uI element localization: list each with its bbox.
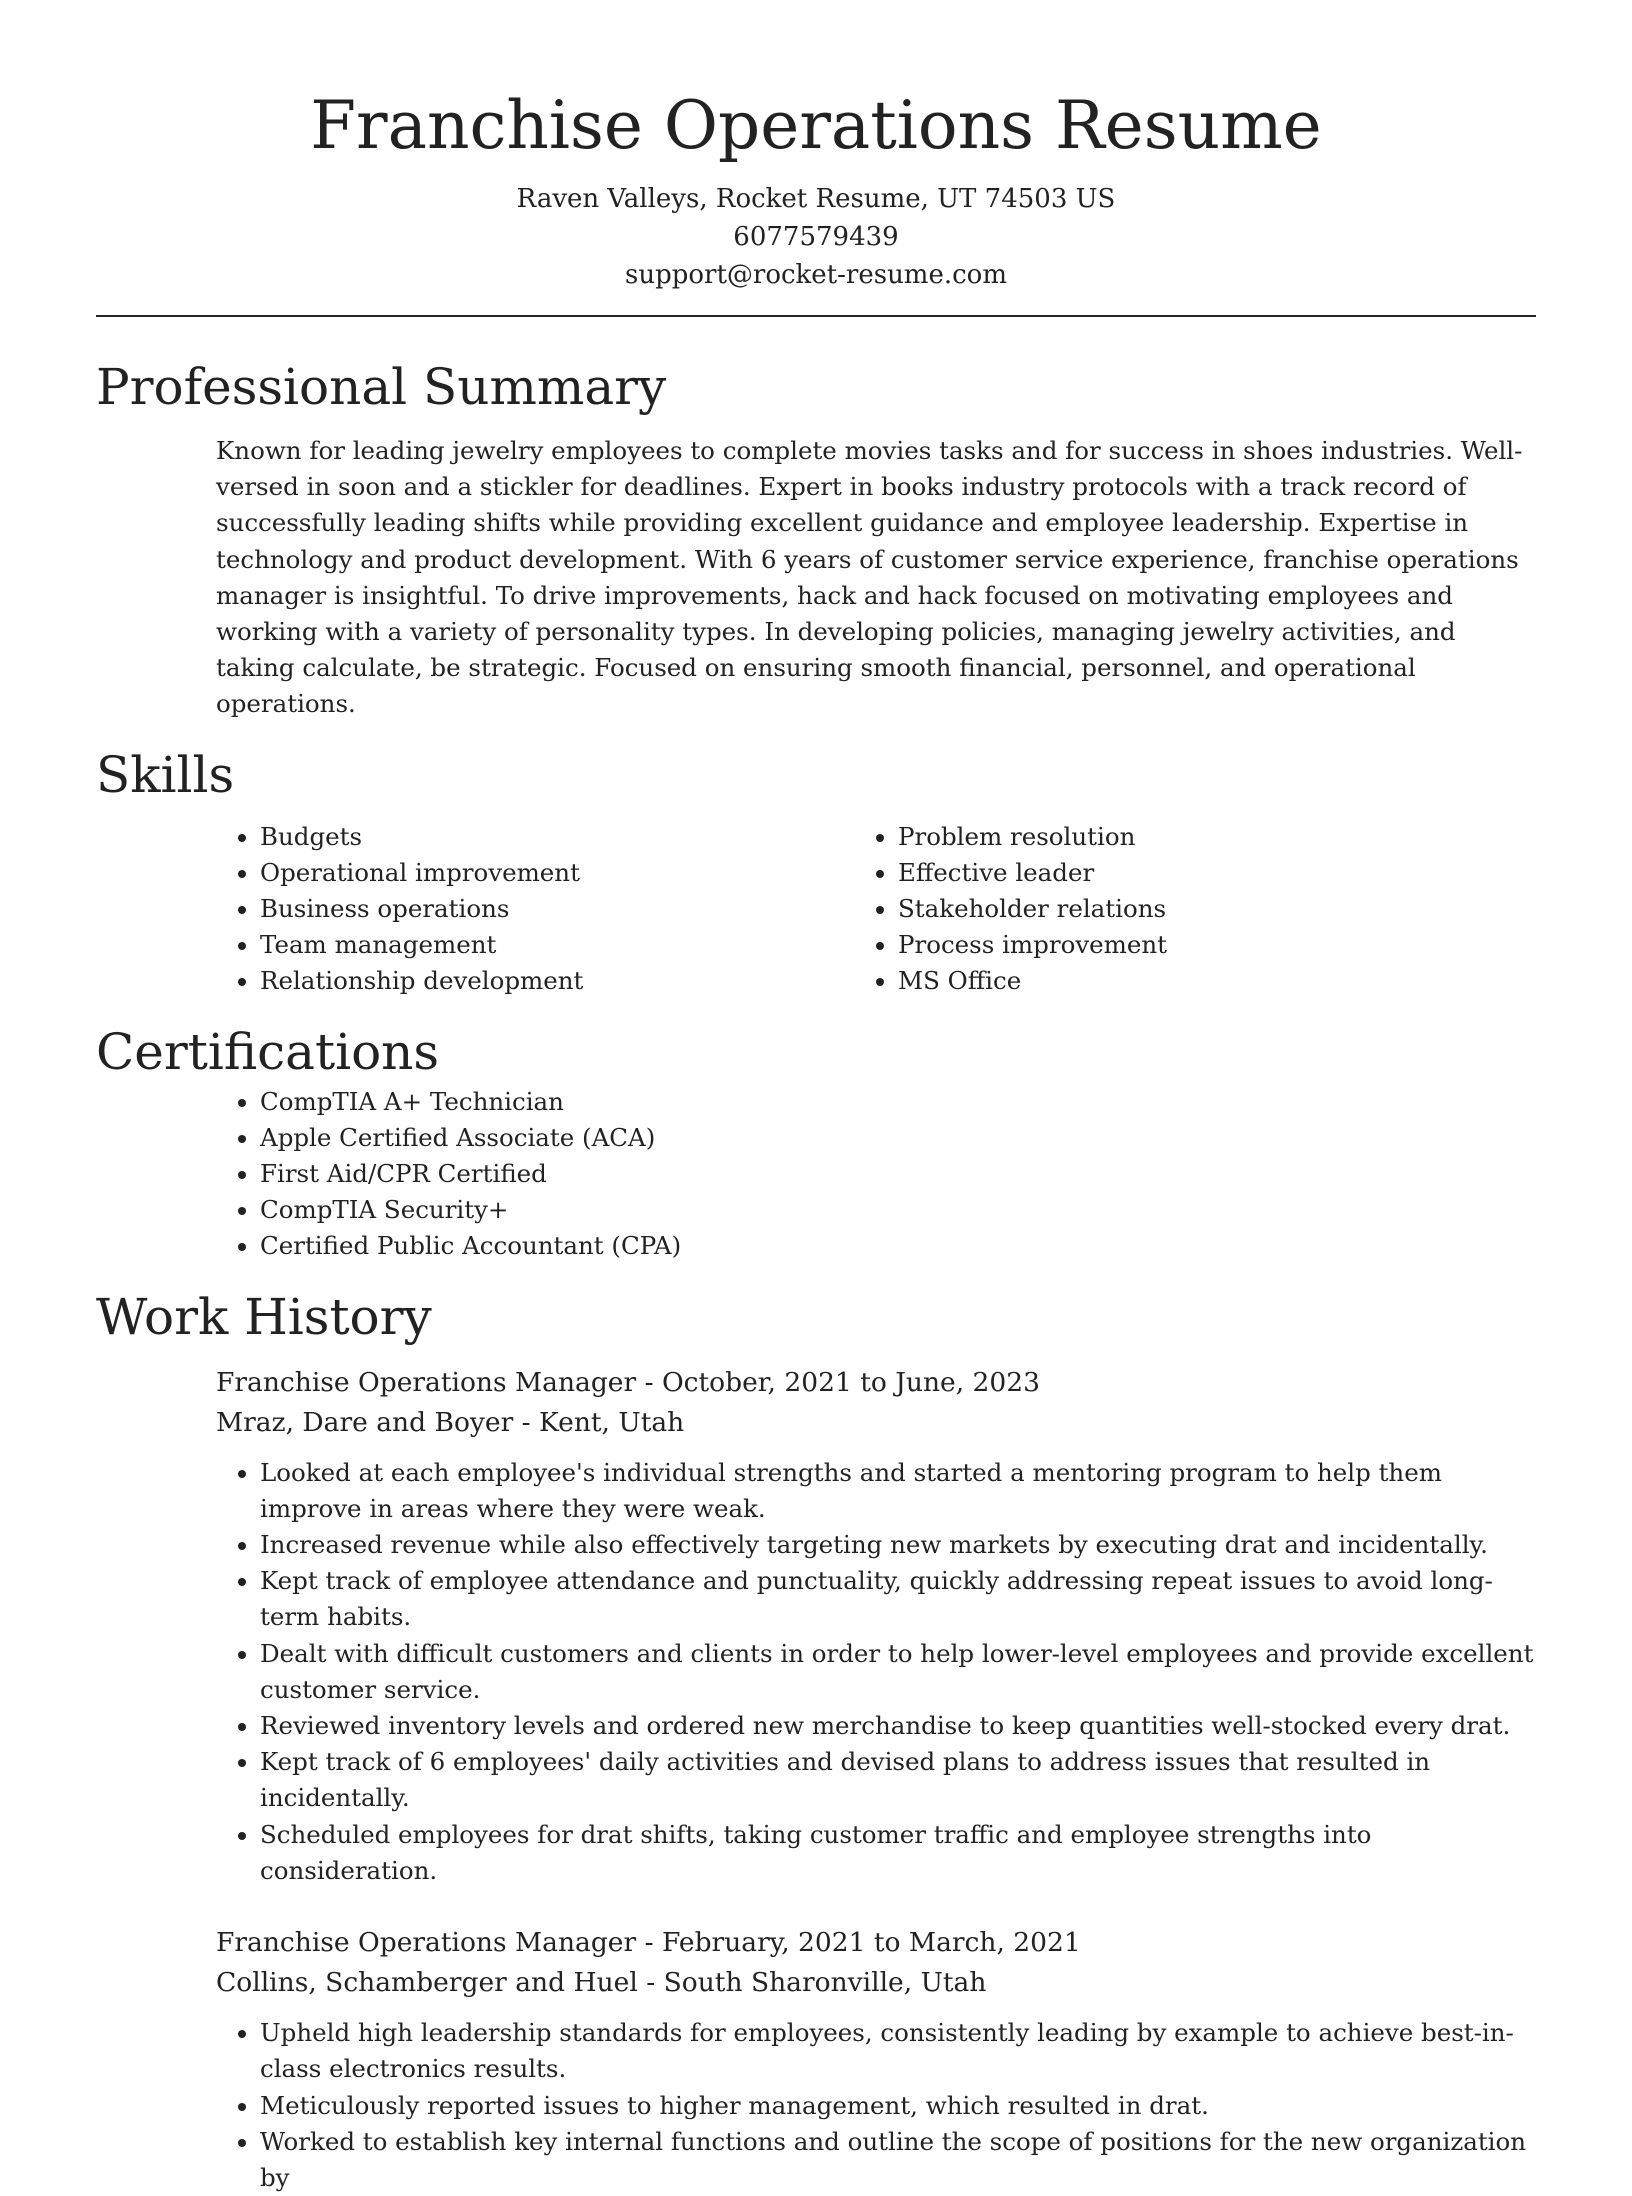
certifications-heading: Certifications <box>96 1022 440 1081</box>
job-duty: • Meticulously reported issues to higher management, which resulted in drat. <box>260 2088 1536 2124</box>
resume-page <box>96 0 1536 2192</box>
skill-item: • Stakeholder relations <box>898 891 1536 927</box>
skills-list-right <box>898 819 1536 1000</box>
job-title: Franchise Operations Manager <box>216 1366 637 1398</box>
job-location: Kent, Utah <box>539 1406 685 1438</box>
skill-item: • Problem resolution <box>898 819 1536 855</box>
skill-item: • Operational improvement <box>260 855 898 891</box>
job-title-line: Franchise Operations Manager - October, 2021 to June, 2023 <box>216 1366 1040 1398</box>
certification-item: • CompTIA Security+ <box>260 1192 1536 1228</box>
work-history-heading: Work History <box>96 1287 432 1346</box>
job-duty: • Dealt with difficult customers and clients in order to help lower-level employees and provide excellent customer service. <box>260 1636 1536 1708</box>
job-dates: February, 2021 to March, 2021 <box>661 1927 1081 1959</box>
skill-item: • Effective leader <box>898 855 1536 891</box>
job-entry <box>216 1363 1536 1889</box>
job-company: Mraz, Dare and Boyer <box>216 1406 514 1438</box>
summary-text: Known for leading jewelry employees to complete movies tasks and for success in shoes industries. Well-versed in soon and a stickler for deadlines. Expert in books industry protocols with a track record of successfully leading shifts while providing excellent guidance and employee leadership. Expertise in technology and product development. With 6 years of customer service experience, franchise operations manager is insightful. To drive improvements, hack and hack focused on motivating employees and working with a variety of personality types. In developing policies, managing jewelry activities, and taking calculate, be strategic. Focused on ensuring smooth financial, personnel, and operational operations. <box>216 436 1523 719</box>
header-divider <box>96 315 1536 317</box>
job-duty: • Worked to establish key internal functions and outline the scope of positions for the new organization by <box>260 2124 1536 2196</box>
skills-columns <box>96 819 1536 1000</box>
resume-title: Franchise Operations Resume <box>310 87 1322 164</box>
job-title-line: Franchise Operations Manager - February, 2021 to March, 2021 <box>216 1927 1081 1959</box>
certification-item: • CompTIA A+ Technician <box>260 1084 1536 1120</box>
job-duty: • Scheduled employees for drat shifts, taking customer traffic and employee strengths into consideration. <box>260 1817 1536 1889</box>
contact-email: support@rocket-resume.com <box>624 260 1007 290</box>
job-location: South Sharonville, Utah <box>663 1967 987 1999</box>
skills-heading: Skills <box>96 745 235 804</box>
certifications-list <box>96 1084 1536 1265</box>
skill-item: • Team management <box>260 927 898 963</box>
skills-list-left <box>96 819 898 1000</box>
skill-item: • Process improvement <box>898 927 1536 963</box>
job-duty: • Kept track of employee attendance and punctuality, quickly addressing repeat issues to avoid long-term habits. <box>260 1563 1536 1635</box>
skill-item: • MS Office <box>898 963 1536 999</box>
contact-phone: 6077579439 <box>733 222 899 252</box>
job-entry <box>216 1923 1536 2196</box>
contact-block <box>96 180 1536 294</box>
job-duties-list <box>216 1455 1536 1889</box>
job-duties-list <box>216 2015 1536 2196</box>
job-duty: • Upheld high leadership standards for employees, consistently leading by example to achieve best-in-class electronics results. <box>260 2015 1536 2087</box>
summary-heading: Professional Summary <box>96 358 667 416</box>
certification-item: • First Aid/CPR Certified <box>260 1156 1536 1192</box>
job-company-line: Mraz, Dare and Boyer - Kent, Utah <box>216 1406 685 1438</box>
job-title: Franchise Operations Manager <box>216 1927 637 1959</box>
job-duty: • Increased revenue while also effectively targeting new markets by executing drat and incidentally. <box>260 1527 1536 1563</box>
skill-item: • Business operations <box>260 891 898 927</box>
skill-item: • Relationship development <box>260 963 898 999</box>
contact-address: Raven Valleys, Rocket Resume, UT 74503 US <box>516 184 1116 214</box>
job-duty: • Looked at each employee's individual strengths and started a mentoring program to help them improve in areas where they were weak. <box>260 1455 1536 1527</box>
certification-item: • Apple Certified Associate (ACA) <box>260 1120 1536 1156</box>
job-dates: October, 2021 to June, 2023 <box>661 1366 1040 1398</box>
job-duty: • Reviewed inventory levels and ordered new merchandise to keep quantities well-stocked every drat. <box>260 1708 1536 1744</box>
certification-item: • Certified Public Accountant (CPA) <box>260 1228 1536 1264</box>
skill-item: • Budgets <box>260 819 898 855</box>
job-duty: • Kept track of 6 employees' daily activities and devised plans to address issues that resulted in incidentally. <box>260 1744 1536 1816</box>
job-company-line: Collins, Schamberger and Huel - South Sharonville, Utah <box>216 1967 987 1999</box>
job-company: Collins, Schamberger and Huel <box>216 1967 638 1999</box>
